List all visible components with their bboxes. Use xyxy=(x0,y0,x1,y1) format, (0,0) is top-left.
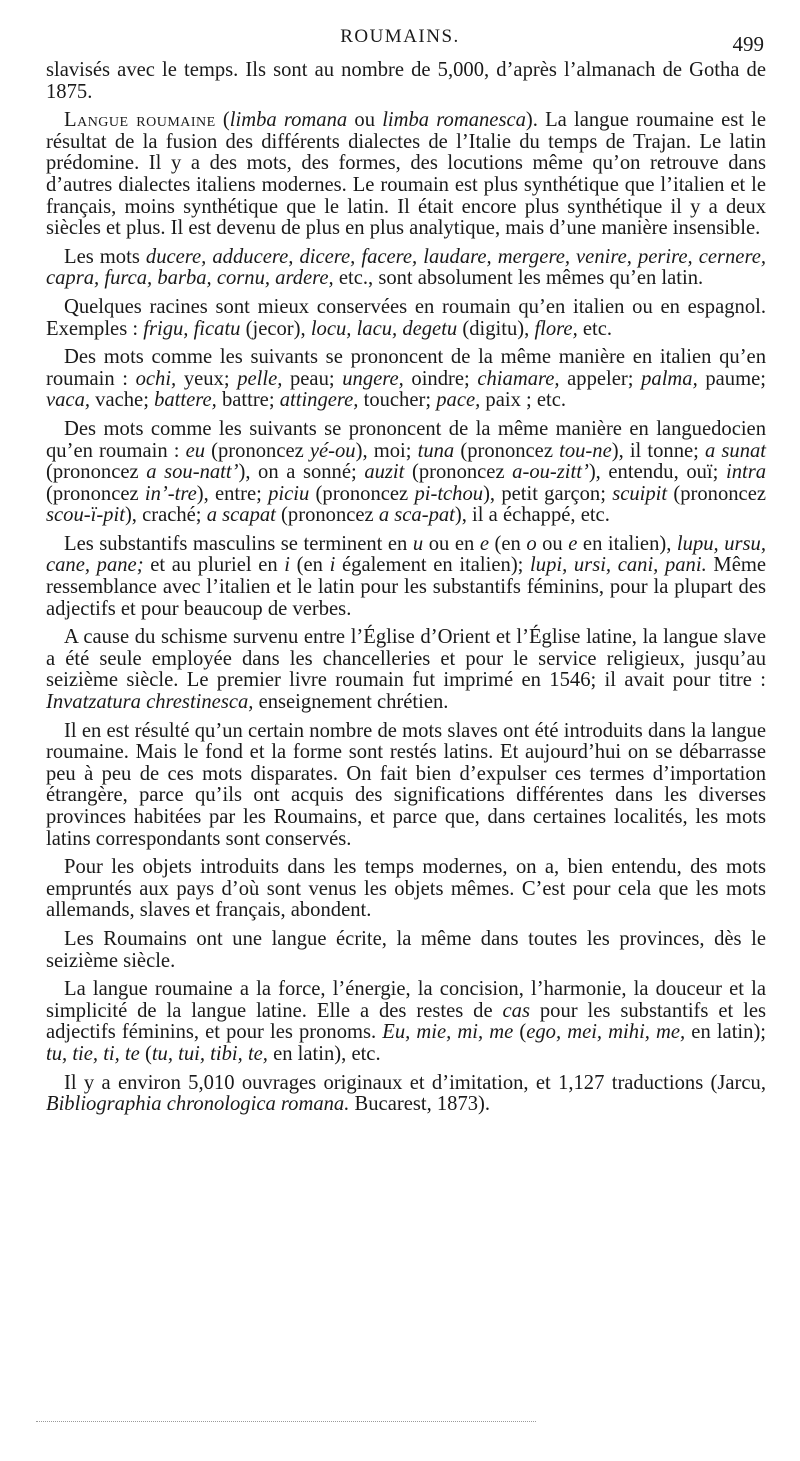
text-run: Bucarest, 1873). xyxy=(349,1093,491,1116)
text-run: en latin); xyxy=(685,1021,767,1044)
text-run: (prononcez xyxy=(454,439,560,462)
text-run: ), moi; xyxy=(355,439,418,462)
text-run: (prononcez xyxy=(205,439,310,462)
italic-term: a sunat xyxy=(704,439,767,462)
text-run: (prononcez xyxy=(309,482,415,505)
italic-term: pelle, xyxy=(237,367,283,390)
text-run: etc. xyxy=(577,317,613,340)
paragraph xyxy=(46,929,766,972)
text-run: Les Roumains ont une langue écrite, la même dans toutes les provinces, dès le seizième siècle. xyxy=(46,927,766,972)
text-run: (prononcez xyxy=(404,461,513,484)
text-run: peau; xyxy=(282,367,343,390)
italic-term: limba romanesca xyxy=(382,109,526,132)
italic-term: limba romana xyxy=(229,109,348,132)
text-run: Pour les objets introduits dans les temps modernes, on a, bien entendu, des mots empruntés aux pays d’où sont venus les objets mêmes. C’est pour cela que les mots allemands, slaves et français, abondent. xyxy=(46,856,766,922)
text-run: Quelques racines sont mieux conservées en roumain qu’en italien ou en espagnol. Exemples : xyxy=(46,295,766,340)
italic-term: frigu, ficatu xyxy=(143,317,241,340)
italic-term: a scapat xyxy=(206,504,276,527)
italic-term: vaca, xyxy=(46,389,91,412)
italic-term: i xyxy=(329,554,336,577)
paragraph xyxy=(46,627,766,713)
italic-term: ego, mei, mihi, me, xyxy=(526,1021,686,1044)
text-run: ou en xyxy=(423,532,480,555)
text-run: ou xyxy=(347,109,383,132)
italic-term: flore, xyxy=(534,317,578,340)
paragraph xyxy=(46,110,766,240)
italic-term: tuna xyxy=(417,439,455,462)
text-run: Il y a environ 5,010 ouvrages originaux et d’imitation, et 1,127 traductions (Jarcu, xyxy=(64,1071,766,1094)
italic-term: locu, lacu, degetu xyxy=(310,317,458,340)
italic-term: o xyxy=(526,532,537,555)
italic-term: lupi, ursi, cani, pani. xyxy=(530,554,707,577)
text-run: Des mots comme les suivants se prononcent de la même manière en italien qu’en roumain : xyxy=(46,346,766,390)
italic-term: palma, xyxy=(641,367,698,390)
text-run: La langue roumaine a la force, l’énergie, la concision, l’harmonie, la douceur et la simplicité de la langue latine. Elle a des restes de xyxy=(46,978,766,1022)
italic-term: Eu, mie, mi, me xyxy=(382,1021,514,1044)
text-run: etc., sont absolument les mêmes qu’en latin. xyxy=(333,267,704,290)
italic-term: scuipit xyxy=(612,482,668,505)
text-run: ), craché; xyxy=(124,504,207,527)
text-run: également en italien); xyxy=(335,554,531,577)
text-run: pour les substantifs et les adjectifs féminins, et pour les pronoms. xyxy=(46,999,766,1044)
text-run: ), entre; xyxy=(196,482,269,505)
text-run: paix ; etc. xyxy=(480,389,567,412)
paragraph xyxy=(46,297,766,340)
italic-term: tu, tie, ti, te xyxy=(46,1042,140,1065)
text-run: Les substantifs masculins se terminent en xyxy=(64,532,413,555)
text-run: (prononcez xyxy=(667,482,766,505)
text-run: ( xyxy=(215,109,230,132)
text-run: battre; xyxy=(216,389,280,412)
text-run: toucher; xyxy=(358,389,437,412)
italic-term: attingere, xyxy=(279,389,359,412)
text-run: (prononcez xyxy=(46,461,147,484)
text-run: (prononcez xyxy=(46,482,145,505)
running-title: ROUMAINS. xyxy=(340,26,460,47)
text-run: ), on a sonné; xyxy=(238,461,365,484)
footer-rule xyxy=(36,1421,536,1422)
paragraph xyxy=(46,534,766,620)
text-run: (digitu), xyxy=(457,317,535,340)
italic-term: Bibliographia chronologica romana. xyxy=(46,1093,350,1116)
text-run: paume; xyxy=(697,367,766,390)
text-run: ( xyxy=(513,1021,527,1044)
paragraph xyxy=(46,247,766,290)
italic-term: lupu, ursu, cane, pane; xyxy=(46,532,766,577)
text-run: en latin), etc. xyxy=(267,1042,381,1065)
paragraph xyxy=(46,419,766,527)
italic-term: pi-tchou xyxy=(414,482,484,505)
text-run: Les mots xyxy=(64,245,146,268)
paragraph xyxy=(46,60,766,103)
text-run: yeux; xyxy=(176,367,238,390)
italic-term: i xyxy=(284,554,291,577)
italic-term: ungere, xyxy=(342,367,404,390)
text-run: en italien), xyxy=(577,532,677,555)
body-text xyxy=(46,60,766,1123)
italic-term: chiamare, xyxy=(477,367,560,390)
text-run: (jecor), xyxy=(240,317,311,340)
text-run: oindre; xyxy=(403,367,478,390)
italic-term: a sou-natt’ xyxy=(146,461,239,484)
italic-term: eu xyxy=(185,439,206,462)
text-run: ( xyxy=(139,1042,152,1065)
section-heading: Langue roumaine xyxy=(64,109,216,132)
italic-term: cas xyxy=(502,999,530,1022)
page-header xyxy=(0,22,800,56)
text-run: (en xyxy=(488,532,527,555)
text-run: ), il tonne; xyxy=(611,439,705,462)
text-run: (prononcez xyxy=(275,504,379,527)
page-number: 499 xyxy=(732,32,764,56)
paragraph xyxy=(46,1073,766,1116)
italic-term: tu, tui, tibi, te, xyxy=(151,1042,268,1065)
text-run: ), entendu, ouï; xyxy=(588,461,726,484)
italic-term: u xyxy=(412,532,424,555)
italic-term: auzit xyxy=(364,461,405,484)
text-run: appeler; xyxy=(559,367,642,390)
italic-term: yé-ou xyxy=(309,439,356,462)
italic-term: ochi, xyxy=(135,367,177,390)
italic-term: in’-tre xyxy=(144,482,197,505)
text-run: ), petit garçon; xyxy=(483,482,613,505)
italic-term: a sca-pat xyxy=(378,504,455,527)
text-run: slavisés avec le temps. Ils sont au nombre de 5,000, d’après l’almanach de Gotha de 1875. xyxy=(46,59,766,103)
text-run: Il en est résulté qu’un certain nombre de mots slaves ont été introduits dans la langue roumaine. Mais le fond et la forme sont restés latins. Et aujourd’hui on se débarrasse peu à peu de ces mots disparates. On fait bien d’expulser ces termes d’importation étrangère, parce qu’ils ont acquis des significations différentes dans les diverses provinces habitées par les Roumains, et parce que, dans certaines localités, les mots latins correspondants sont conservés. xyxy=(46,719,766,850)
paragraph xyxy=(46,721,766,851)
text-run: Des mots comme les suivants se prononcent de la même manière en languedocien qu’en roumain : xyxy=(46,417,766,462)
text-run: ou xyxy=(536,532,569,555)
italic-term: e xyxy=(568,532,578,555)
paragraph xyxy=(46,979,766,1065)
italic-term: pace, xyxy=(436,389,481,412)
paragraph xyxy=(46,857,766,922)
italic-term: piciu xyxy=(268,482,310,505)
italic-term: e xyxy=(479,532,489,555)
text-run: (en xyxy=(290,554,330,577)
text-run: ). La langue roumaine est le résultat de la fusion des différents dialectes de l’Italie du temps de Trajan. Le latin prédomine. Il y a des mots, des formes, des locutions même qu’on retrouve dans d’autres dialectes italiens modernes. Le roumain est plus synthétique que l’italien et le français, moins synthétique que le latin. Il était encore plus synthétique il y a deux siècles et plus. Il est devenu de plus en plus analytique, mais d’une manière insensible. xyxy=(46,109,767,240)
text-run: et au pluriel en xyxy=(143,554,285,577)
italic-term: ducere, adducere, dicere, facere, laudare, mergere, venire, perire, cernere, capra, furca, barba, cornu, ardere, xyxy=(46,245,766,290)
text-run: ), il a échappé, etc. xyxy=(454,504,610,527)
italic-term: Invatzatura chrestinesca, xyxy=(46,691,254,714)
text-run: A cause du schisme survenu entre l’Église d’Orient et l’Église latine, la langue slave a été seule employée dans les chancelleries et pour le service religieux, jusqu’au seizième siècle. Le premier livre roumain fut imprimé en 1546; il avait pour titre : xyxy=(46,626,766,692)
italic-term: a-ou-zitt’ xyxy=(512,461,589,484)
italic-term: scou-ï-pit xyxy=(46,504,125,527)
italic-term: intra xyxy=(725,461,767,484)
italic-term: tou-ne xyxy=(559,439,612,462)
text-run: enseignement chrétien. xyxy=(253,691,449,714)
text-run: Même ressemblance avec l’italien et le latin pour les substantifs féminins, pour la plupart des adjectifs et pour beaucoup de verbes. xyxy=(46,554,766,620)
paragraph xyxy=(46,347,766,412)
italic-term: battere, xyxy=(154,389,217,412)
text-run: vache; xyxy=(90,389,155,412)
